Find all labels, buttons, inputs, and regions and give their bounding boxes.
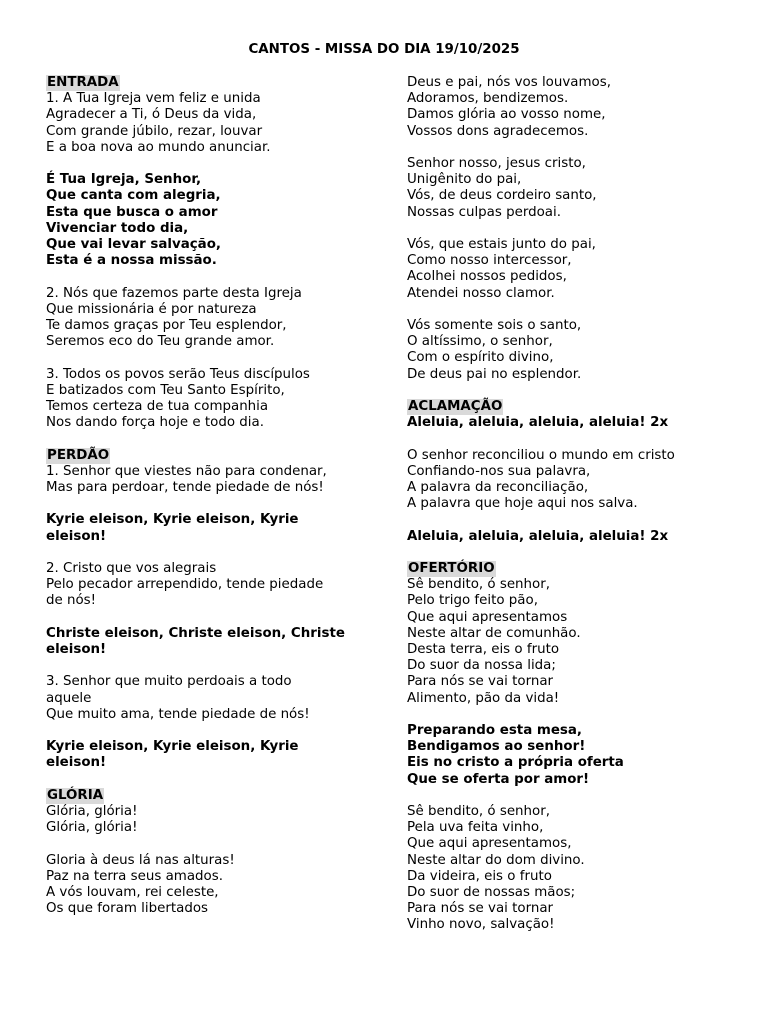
lyric-line: eleison! (46, 528, 107, 544)
lyric-line: Que aqui apresentamos (407, 609, 568, 625)
refrain-stanza (46, 626, 376, 658)
left-column (46, 75, 376, 934)
lyric-line: Que canta com alegria, (46, 188, 221, 204)
verse-stanza (407, 156, 737, 221)
lyric-line: Christe eleison, Christe eleison, Christe (46, 625, 345, 641)
refrain-stanza (46, 172, 376, 269)
lyric-line: Como nosso intercessor, (407, 253, 572, 269)
lyric-line: De deus pai no esplendor. (407, 366, 582, 382)
verse-stanza (407, 75, 737, 140)
section-heading: OFERTÓRIO (408, 560, 495, 576)
lyric-line: Adoramos, bendizemos. (407, 91, 569, 107)
lyric-line: Do suor de nossas mãos; (407, 885, 576, 901)
song-section (407, 561, 737, 934)
lyric-line: Gloria à deus lá nas alturas! (46, 852, 235, 868)
verse-stanza (46, 286, 376, 351)
lyric-line: Que vai levar salvação, (46, 237, 222, 253)
lyric-line: Do suor da nossa lida; (407, 658, 556, 674)
lyric-line: Que missionária é por natureza (46, 301, 257, 317)
verse-stanza (46, 367, 376, 432)
lyric-line: Kyrie eleison, Kyrie eleison, Kyrie (46, 739, 299, 755)
lyric-line: Esta é a nossa missão. (46, 253, 217, 269)
lyric-line: Para nós se vai tornar (407, 674, 554, 690)
lyric-line: Para nós se vai tornar (407, 901, 554, 917)
lyric-line: A palavra da reconciliação, (407, 480, 589, 495)
lyric-line: Mas para perdoar, tende piedade de nós! (46, 480, 324, 496)
lyric-line: O senhor reconciliou o mundo em cristo (407, 447, 675, 463)
lyric-line: Damos glória ao vosso nome, (407, 107, 606, 123)
verse-stanza (407, 318, 737, 383)
lyric-line: 2. Cristo que vos alegrais (46, 561, 217, 576)
right-column (407, 75, 737, 950)
lyric-line: Com grande júbilo, rezar, louvar (46, 123, 263, 139)
lyric-line: E batizados com Teu Santo Espírito, (46, 382, 285, 398)
refrain-stanza (407, 529, 737, 545)
lyric-line: aquele (46, 690, 92, 706)
lyric-line: O altíssimo, o senhor, (407, 334, 553, 350)
lyric-line: eleison! (46, 642, 107, 657)
verse-stanza (46, 674, 376, 723)
song-section (46, 788, 376, 918)
song-section (46, 448, 376, 772)
lyric-line: Glória, glória! (46, 803, 138, 819)
lyric-line: 3. Senhor que muito perdoais a todo (46, 674, 292, 690)
song-section (407, 75, 737, 383)
lyric-line: Vós, de deus cordeiro santo, (407, 188, 597, 204)
lyric-line: Temos certeza de tua companhia (46, 399, 269, 415)
lyric-line: Pela uva feita vinho, (407, 820, 544, 836)
refrain-stanza (46, 512, 376, 544)
lyric-line: 1. A Tua Igreja vem feliz e unida (46, 91, 261, 107)
lyric-line: Vós, que estais junto do pai, (407, 237, 596, 252)
lyric-line: Senhor nosso, jesus cristo, (407, 156, 586, 171)
verse-stanza (46, 804, 376, 836)
lyric-line: Que muito ama, tende piedade de nós! (46, 706, 310, 722)
refrain-stanza (407, 415, 737, 431)
document-title: CANTOS - MISSA DO DIA 19/10/2025 (248, 42, 520, 57)
verse-stanza (46, 561, 376, 610)
section-heading: GLÓRIA (47, 787, 104, 803)
lyric-line: Vivenciar todo dia, (46, 220, 189, 236)
lyric-line: Que aqui apresentamos, (407, 836, 572, 852)
section-heading: ACLAMAÇÃO (408, 399, 503, 414)
section-heading: ENTRADA (47, 75, 119, 90)
lyric-line: 2. Nós que fazemos parte desta Igreja (46, 285, 302, 301)
lyric-line: Que se oferta por amor! (407, 771, 590, 787)
lyric-line: Agradecer a Ti, ó Deus da vida, (46, 107, 257, 123)
lyric-line: E a boa nova ao mundo anunciar. (46, 139, 271, 155)
lyric-line: Atendei nosso clamor. (407, 285, 555, 301)
lyric-line: Alimento, pão da vida! (407, 690, 560, 706)
lyric-line: Paz na terra seus amados. (46, 868, 223, 884)
lyric-line: Esta que busca o amor (46, 204, 218, 220)
lyric-line: Vós somente sois o santo, (407, 318, 582, 333)
verse-stanza (407, 804, 737, 934)
verse-stanza (46, 853, 376, 918)
lyric-line: Kyrie eleison, Kyrie eleison, Kyrie (46, 512, 299, 528)
lyric-line: Acolhei nossos pedidos, (407, 269, 567, 285)
lyric-line: É Tua Igreja, Senhor, (46, 172, 202, 188)
lyric-line: 3. Todos os povos serão Teus discípulos (46, 366, 310, 382)
lyric-line: A vós louvam, rei celeste, (46, 884, 219, 900)
lyric-line: Pelo pecador arrependido, tende piedade (46, 577, 324, 593)
lyric-line: A palavra que hoje aqui nos salva. (407, 496, 638, 512)
lyric-line: Neste altar de comunhão. (407, 625, 581, 641)
refrain-stanza (46, 739, 376, 771)
lyric-line: Os que foram libertados (46, 901, 208, 917)
song-section (407, 399, 737, 545)
verse-stanza (46, 91, 376, 156)
lyric-line: Sê bendito, ó senhor, (407, 577, 550, 593)
lyric-line: Glória, glória! (46, 820, 138, 836)
verse-stanza (407, 577, 737, 707)
lyric-line: Sê bendito, ó senhor, (407, 804, 550, 819)
lyric-line: Bendigamos ao senhor! (407, 739, 586, 755)
lyric-line: Preparando esta mesa, (407, 723, 583, 738)
lyric-line: Vinho novo, salvação! (407, 917, 555, 933)
verse-stanza (46, 464, 376, 496)
section-heading: PERDÃO (47, 447, 110, 463)
song-section (46, 75, 376, 431)
lyric-line: Seremos eco do Teu grande amor. (46, 334, 275, 350)
lyric-line: Da videira, eis o fruto (407, 868, 552, 884)
lyric-line: Vossos dons agradecemos. (407, 123, 589, 139)
lyric-line: Unigênito do pai, (407, 172, 522, 188)
verse-stanza (407, 448, 737, 513)
lyric-line: Neste altar do dom divino. (407, 852, 585, 868)
lyric-line: Aleluia, aleluia, aleluia, aleluia! 2x (407, 528, 669, 544)
lyric-line: Aleluia, aleluia, aleluia, aleluia! 2x (407, 415, 669, 431)
lyric-line: Te damos graças por Teu esplendor, (46, 318, 287, 334)
lyric-line: Confiando-nos sua palavra, (407, 463, 591, 479)
lyric-line: Nossas culpas perdoai. (407, 204, 561, 220)
lyric-line: eleison! (46, 755, 107, 771)
lyric-line: Pelo trigo feito pão, (407, 593, 538, 609)
lyric-line: de nós! (46, 593, 97, 609)
refrain-stanza (407, 723, 737, 788)
lyric-line: 1. Senhor que viestes não para condenar, (46, 463, 327, 479)
lyric-line: Desta terra, eis o fruto (407, 642, 560, 657)
lyric-line: Nos dando força hoje e todo dia. (46, 415, 264, 431)
verse-stanza (407, 237, 737, 302)
lyric-line: Com o espírito divino, (407, 350, 554, 366)
lyric-line: Eis no cristo a própria oferta (407, 755, 624, 771)
lyric-line: Deus e pai, nós vos louvamos, (407, 75, 611, 90)
